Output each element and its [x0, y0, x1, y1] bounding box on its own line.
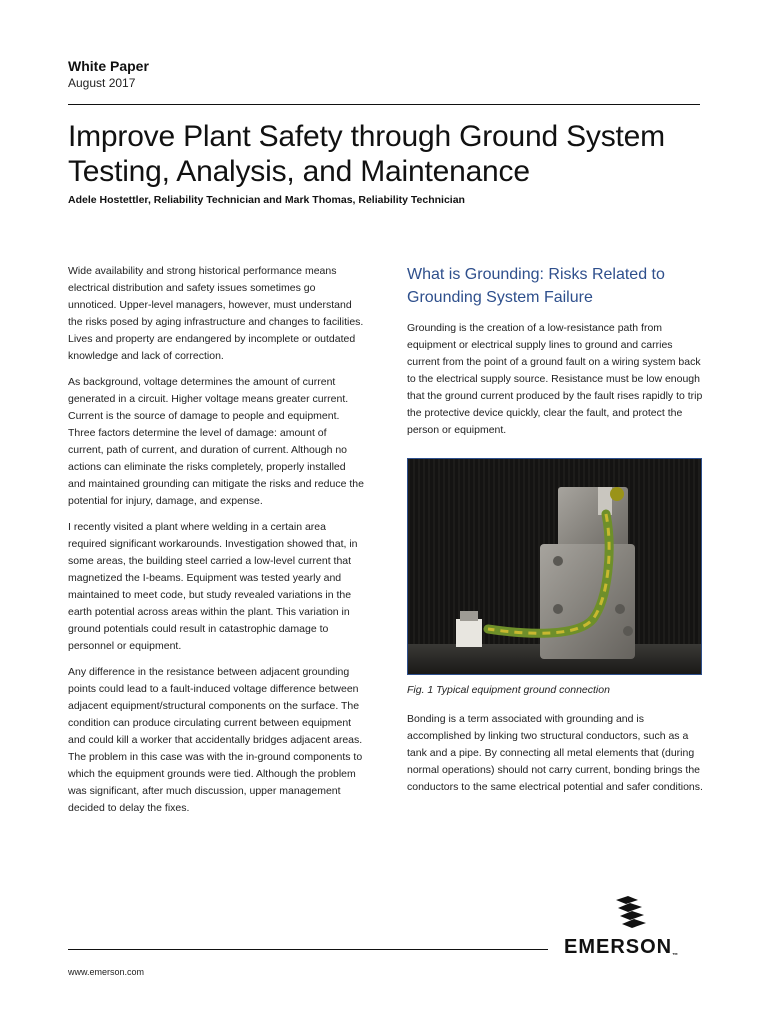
body-paragraph: I recently visited a plant where welding in a certain area required significant workarounds. Investigation showed that, in some areas, the building steel carried a low-level current that magnetized the I-beams. Equipment was tested yearly and maintained to meet code, but study revealed variations in the earth potential across areas within the plant. This variation in ground potentials could result in catastrophic damage to personnel or equipment. [68, 521, 358, 652]
body-paragraph: As background, voltage determines the amount of current generated in a circuit. Higher voltage means greater current. Current is the source of damage to people and equipment. Three factors determine the level of damage: amount of current, path of current, and duration of current. Although no actions can eliminate the risks completely, properly installed and maintained grounding can mitigate the risks and reduce the potential for injury, damage, and expense. [68, 376, 364, 507]
trademark-mark: ™ [672, 953, 680, 959]
doc-date: August 2017 [68, 76, 136, 90]
logo-wordmark: EMERSON™ [564, 936, 680, 959]
ground-connection-illustration [408, 459, 701, 674]
body-paragraph: Wide availability and strong historical performance means electrical distribution and safety issues sometimes go unnoticed. Upper-level managers, however, must understand the risks posed by aging infrastructure and changes to facilities. Lives and property are endangered by incomplete or outdated knowledge and lack of correction. [68, 265, 364, 362]
figure-caption: Fig. 1 Typical equipment ground connection [407, 684, 610, 696]
emerson-logo-icon [616, 896, 646, 932]
body-paragraph: Grounding is the creation of a low-resistance path from equipment or electrical supply lines to ground and carries current from the point of a ground fault on a wiring system back to the electrical supply source. Resistance must be low enough that the ground current produced by the fault rises rapidly to trip the protective device quickly, clear the fault, and protect the person or equipment. [407, 322, 703, 436]
emerson-logo [560, 896, 702, 960]
body-paragraph: Any difference in the resistance between adjacent grounding points could lead to a fault-induced voltage difference between adjacent equipment/structural components on the surface. The condition can produce circulating current between equipment and could kill a worker that accidentally bridges adjacent areas. The problem in this case was with the in-ground components to which the equipment grounds were tied. Although the problem was significant, after much discussion, upper management decided to delay the fixes. [68, 666, 363, 814]
website-link[interactable]: www.emerson.com [68, 967, 145, 977]
body-paragraph: Bonding is a term associated with grounding and is accomplished by linking two structural conductors, such as a tank and a pipe. By connecting all metal elements that (during normal operations) should not carry current, bonding brings the conductors to the same electrical potential and safer conditions. [407, 713, 703, 793]
figure-ground-connection-photo [407, 458, 702, 675]
header-divider [68, 104, 700, 105]
doc-type-label: White Paper [68, 58, 149, 74]
left-column [68, 263, 364, 826]
right-column [407, 263, 707, 793]
section-heading: What is Grounding: Risks Related to Grounding System Failure [407, 266, 665, 306]
footer-divider [68, 949, 548, 950]
authors-line: Adele Hostettler, Reliability Technician and Mark Thomas, Reliability Technician [68, 194, 465, 206]
page-title: Improve Plant Safety through Ground System Testing, Analysis, and Maintenance [68, 120, 665, 188]
